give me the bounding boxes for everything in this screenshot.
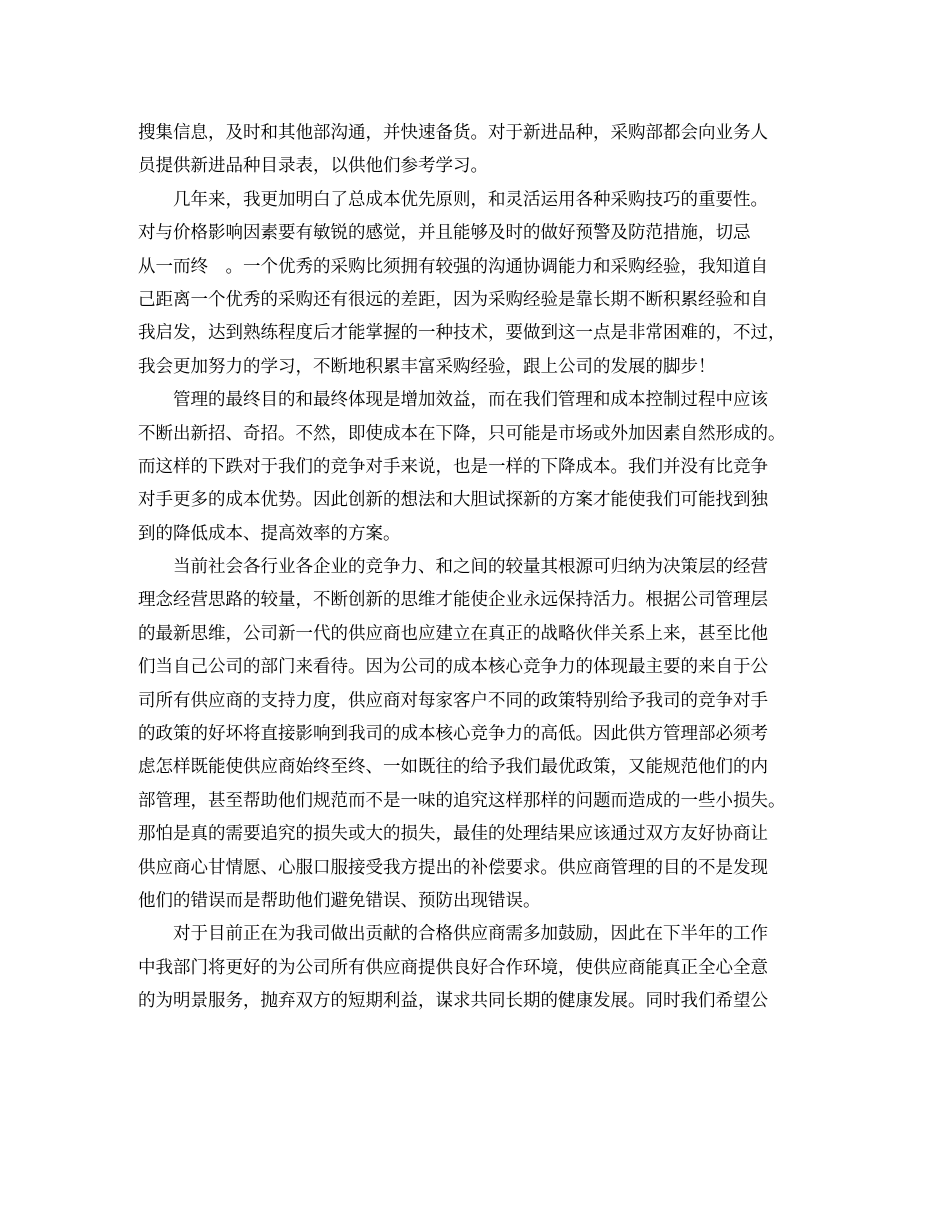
- text-line: 们当自己公司的部门来看待。因为公司的成本核心竞争力的体现最主要的来自于公: [138, 657, 768, 678]
- text-line: 己距离一个优秀的采购还有很远的差距，因为采购经验是靠长期不断积累经验和自: [138, 289, 768, 310]
- text-line: 的最新思维，公司新一代的供应商也应建立在真正的战略伙伴关系上来，甚至比他: [138, 623, 768, 644]
- text-line: 的政策的好坏将直接影响到我司的成本核心竞争力的高低。因此供方管理部必须考: [138, 724, 768, 745]
- text-line: 从一而终 。一个优秀的采购比须拥有较强的沟通协调能力和采购经验，我知道自: [138, 256, 768, 277]
- text-line: 而这样的下跌对于我们的竞争对手来说，也是一样的下降成本。我们并没有比竞争: [138, 456, 768, 477]
- text-line: 他们的错误而是帮助他们避免错误、预防出现错误。: [138, 890, 541, 911]
- text-line: 那怕是真的需要追究的损失或大的损失，最佳的处理结果应该通过双方友好协商让: [138, 824, 768, 845]
- text-line: 管理的最终目的和最终体现是增加效益，而在我们管理和成本控制过程中应该: [138, 390, 768, 411]
- text-line: 不断出新招、奇招。不然，即使成本在下降，只可能是市场或外加因素自然形成的。: [138, 423, 786, 444]
- text-line: 对于目前正在为我司做出贡献的合格供应商需多加鼓励，因此在下半年的工作: [138, 924, 768, 945]
- text-line: 几年来，我更加明白了总成本优先原则，和灵活运用各种采购技巧的重要性。: [138, 189, 768, 210]
- text-line: 搜集信息，及时和其他部沟通，并快速备货。对于新进品种，采购部都会向业务人: [138, 123, 768, 143]
- text-line: 供应商心甘情愿、心服口服接受我方提出的补偿要求。供应商管理的目的不是发现: [138, 857, 768, 878]
- text-line: 部管理，甚至帮助他们规范而不是一味的追究这样那样的问题而造成的一些小损失。: [138, 790, 786, 811]
- text-line: 理念经营思路的较量，不断创新的思维才能使企业永远保持活力。根据公司管理层: [138, 590, 768, 611]
- text-line: 的为明景服务，抛弃双方的短期利益，谋求共同长期的健康发展。同时我们希望公: [138, 991, 768, 1012]
- text-line: 我启发，达到熟练程度后才能掌握的一种技术，要做到这一点是非常困难的，不过，: [138, 323, 786, 344]
- text-line: 对手更多的成本优势。因此创新的想法和大胆试探新的方案才能使我们可能找到独: [138, 490, 768, 511]
- text-line: 员提供新进品种目录表，以供他们参考学习。: [138, 156, 488, 177]
- text-line: 司所有供应商的支持力度，供应商对每家客户不同的政策特别给予我司的竞争对手: [138, 690, 768, 711]
- text-line: 到的降低成本、提高效率的方案。: [138, 523, 401, 544]
- text-line: 当前社会各行业各企业的竞争力、和之间的较量其根源可归纳为决策层的经营: [138, 557, 768, 578]
- text-line: 中我部门将更好的为公司所有供应商提供良好合作环境，使供应商能真正全心全意: [138, 957, 768, 978]
- text-line: 我会更加努力的学习，不断地积累丰富采购经验，跟上公司的发展的脚步！: [138, 356, 716, 377]
- text-line: 虑怎样既能使供应商始终至终、一如既往的给予我们最优政策，又能规范他们的内: [138, 757, 768, 778]
- document-body: [138, 117, 828, 1019]
- text-line: 对与价格影响因素要有敏锐的感觉，并且能够及时的做好预警及防范措施，切忌: [138, 223, 751, 244]
